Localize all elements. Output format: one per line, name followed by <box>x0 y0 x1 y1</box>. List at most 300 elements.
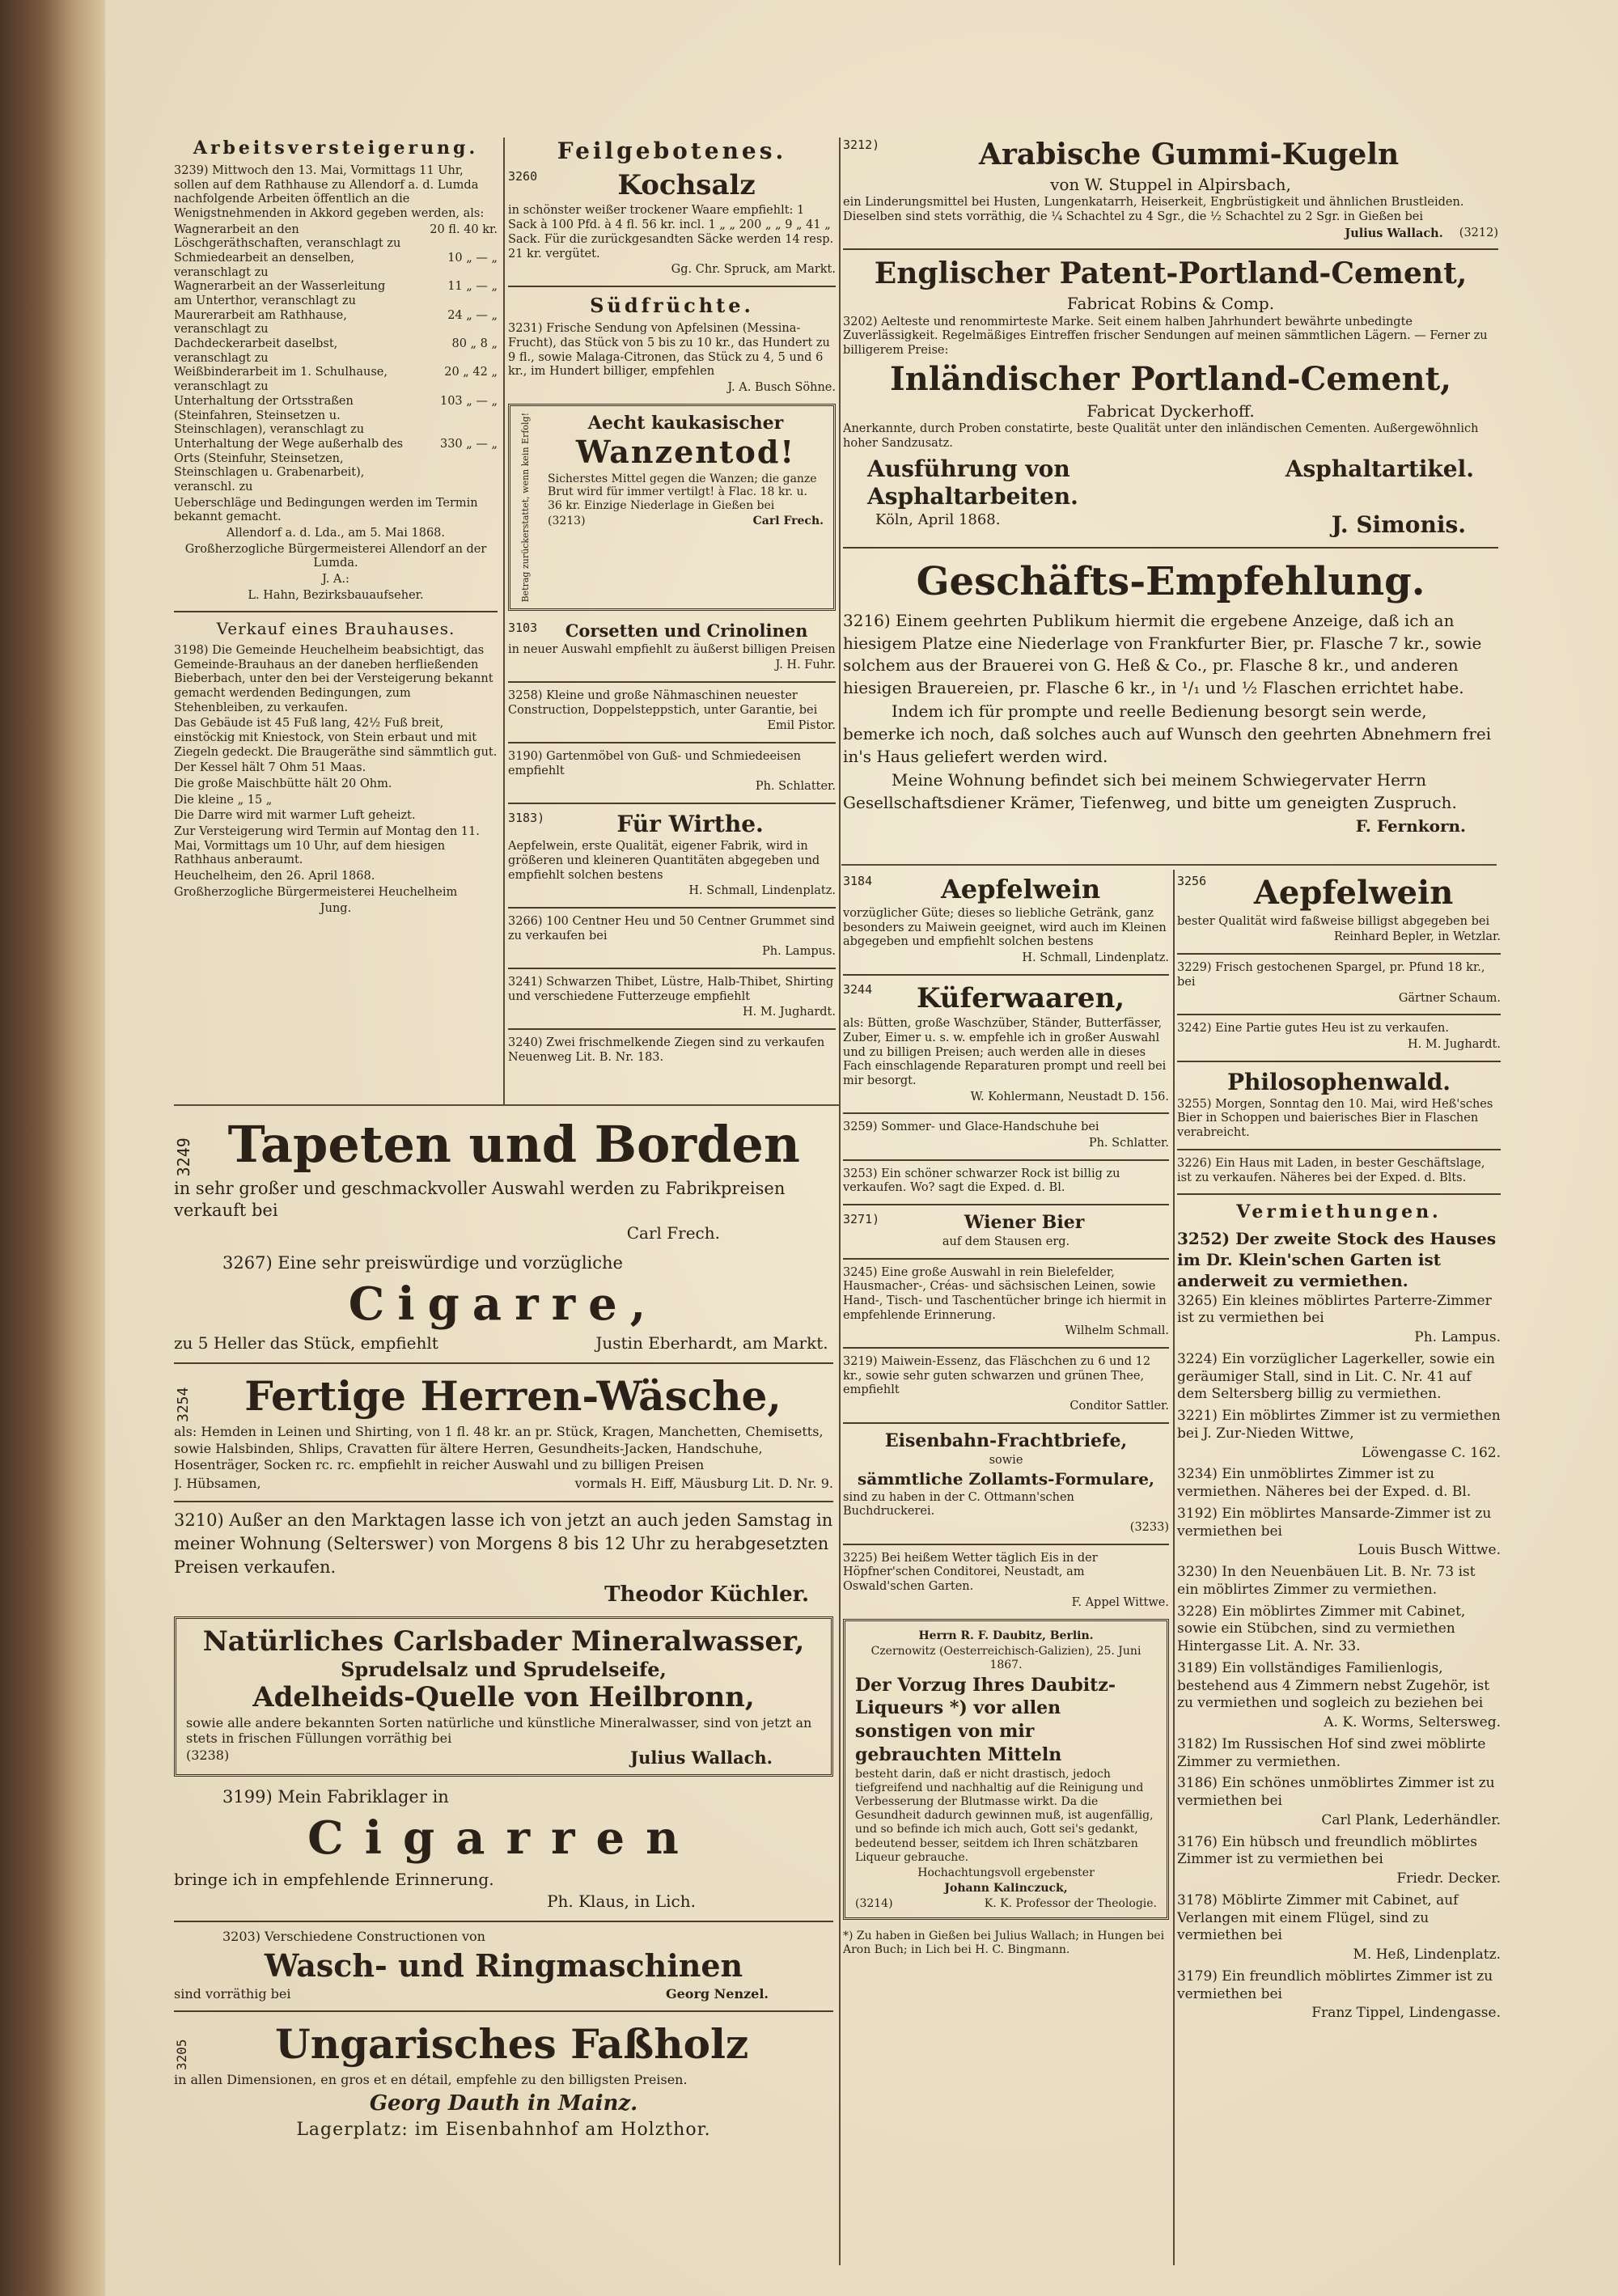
ad-suedfruechte <box>508 294 836 396</box>
ad-heading: Herrn R. F. Daubitz, Berlin. <box>918 1629 1094 1642</box>
ad-heading: Cigarren <box>307 1811 700 1866</box>
divider <box>174 1921 833 1922</box>
ad-signature: Theodor Küchler. <box>604 1582 809 1607</box>
rental-text: 3230) In den Neuenbäuen Lit. B. Nr. 73 ist ein möblirtes Zimmer zu vermiethen. <box>1177 1564 1476 1598</box>
ad-text: 3240) Zwei frischmelkende Ziegen sind zu verkaufen Neuenweg Lit. B. Nr. 183. <box>508 1036 825 1064</box>
ad-heading: Cigarre, <box>348 1277 659 1331</box>
ad-signature: W. Kohlermann, Neustadt D. 156. <box>970 1090 1169 1104</box>
ad-fuer-wirthe <box>508 811 836 899</box>
ad-footer <box>174 1986 833 2002</box>
ad-signature: Wilhelm Schmall. <box>1065 1324 1169 1338</box>
ad-text: Indem ich für prompte und reelle Bedienung besorgt sein werde, bemerke ich noch, daß solches auch auf Wunsch den geehrten Abnehmern frei in's Haus geliefert werden wird. <box>843 701 1492 766</box>
ad-heading: Philosophenwald. <box>1226 1068 1451 1095</box>
rental-item <box>1177 1466 1501 1502</box>
rental-signature: Ph. Lampus. <box>1414 1329 1501 1346</box>
ad-footer <box>186 1747 821 1768</box>
ad-heading: Geschäfts-Empfehlung. <box>916 558 1425 604</box>
divider <box>843 1159 1169 1161</box>
cost-value: 24 „ — „ <box>447 308 498 322</box>
ad-heading: Wasch- und Ringmaschinen <box>264 1947 743 1985</box>
ad-corsetten <box>508 621 836 673</box>
ad-title: Arbeitsversteigerung. <box>193 138 479 159</box>
cost-label: Wagnerarbeit an der Wasserleitung am Unterthor, veranschlagt zu <box>174 280 386 308</box>
ad-daubitz <box>843 1619 1169 1920</box>
ad-text: vorzüglicher Güte; dieses so liebliche Getränk, ganz besonders zu Maiwein geeignet, wird auch im Kleinen abgegeben und empfiehlt solchen bestens <box>843 907 1167 949</box>
ad-rock <box>843 1167 1169 1196</box>
ad-subheading: Sprudelsalz und Sprudelseife, <box>341 1658 667 1682</box>
rental-item <box>1177 1968 1501 2023</box>
ad-heading: Fertige Herren-Wäsche, <box>244 1371 781 1420</box>
ad-text: 3199) Mein Fabriklager in <box>222 1787 449 1807</box>
book-binding <box>0 0 105 2296</box>
ad-text: 3255) Morgen, Sonntag den 10. Mai, wird Heß'sches Bier in Schoppen und baierisches Bier in Flaschen verabreicht. <box>1177 1097 1493 1140</box>
ad-shop: J. Hübsamen, <box>174 1476 261 1492</box>
ad-heu-jughardt <box>1177 1022 1501 1052</box>
divider <box>508 286 836 287</box>
ad-number: 3184 <box>843 874 873 888</box>
ad-ziegen <box>508 1036 836 1065</box>
divider <box>508 1028 836 1030</box>
ad-heading-row <box>843 1212 1169 1234</box>
column-rule <box>1173 870 1175 2265</box>
rental-signature: Louis Busch Wittwe. <box>1358 1542 1501 1559</box>
cost-row <box>174 309 498 337</box>
ad-text: 3245) Eine große Auswahl in rein Bielefelder, Hausmacher-, Créas- und sächsischen Leinen, sowie Hand-, Tisch- und Taschentücher bringe ich hiermit in empfehlende Erinnerung. <box>843 1265 1167 1322</box>
ad-text: sind zu haben in der C. Ottmann'schen Buchdruckerei. <box>843 1490 1074 1519</box>
ad-herren-waesche <box>174 1370 833 1493</box>
ad-text: Anerkannte, durch Proben constatirte, beste Qualität unter den inländischen Cementen. Außergewöhnlich hoher Sandzusatz. <box>843 421 1479 450</box>
ad-heading-row <box>843 874 1169 905</box>
ad-text: 3210) Außer an den Marktagen lasse ich von jetzt an auch jeden Samstag in meiner Wohnung (Selterswег) von Morgens 8 bis 12 Uhr zu herabgesetzten Preisen verkaufen. <box>174 1510 833 1578</box>
rental-text: 3192) Ein möblirtes Mansarde-Zimmer ist zu vermiethen bei <box>1177 1505 1492 1540</box>
ad-number: 3271) <box>843 1212 880 1227</box>
ad-date: Heuchelheim, den 26. April 1868. <box>174 870 375 883</box>
ad-side-note: Betrag zurückerstattet, wenn kein Erfolg! <box>520 412 531 603</box>
ad-number: (3213) <box>548 514 586 527</box>
ad-portland-cement <box>843 256 1498 538</box>
divider <box>843 1204 1169 1205</box>
divider <box>843 248 1498 250</box>
ad-signature: Ph. Klaus, in Lich. <box>547 1891 696 1912</box>
ad-subheading: Fabricat Dyckerhoff. <box>1086 400 1255 421</box>
divider <box>843 1258 1169 1260</box>
ad-signature: vormals H. Eiff, Mäusburg Lit. D. Nr. 9. <box>574 1476 833 1492</box>
ad-signature: H. Schmall, Lindenplatz. <box>1022 951 1169 965</box>
cost-value: 11 „ — „ <box>447 280 498 294</box>
horizontal-rule <box>174 1104 839 1106</box>
ad-maiwein-essenz <box>843 1355 1169 1414</box>
ad-text: 3190) Gartenmöbel von Guß- und Schmiedeeisen empfiehlt <box>508 750 802 777</box>
rental-signature: Carl Plank, Lederhändler. <box>1321 1811 1501 1828</box>
divider <box>174 1362 833 1364</box>
ad-text: 3225) Bei heißem Wetter täglich Eis in der Höpfner'schen Conditorei, Neustadt, am Oswald'schen Garten. <box>843 1551 1098 1594</box>
divider <box>843 1347 1169 1349</box>
ad-number: 3260 <box>508 169 538 184</box>
ad-gummi-kugeln <box>843 138 1498 240</box>
ad-signature: F. Fernkorn. <box>1355 816 1466 837</box>
ad-heading: sämmtliche Zollamts-Formulare, <box>858 1469 1154 1489</box>
divider <box>508 742 836 743</box>
ad-tapeten <box>174 1112 833 1244</box>
rental-text: 3221) Ein möblirtes Zimmer ist zu vermiethen bei J. Zur-Nieden Wittwe, <box>1177 1408 1501 1442</box>
ad-text: sowie alle andere bekannten Sorten natürliche und künstliche Mineralwasser, sind von jetzt an stets in frischen Füllungen vorräthig bei <box>186 1715 812 1747</box>
rental-signature: Löwengasse C. 162. <box>1361 1444 1501 1461</box>
cost-row <box>174 252 498 280</box>
divider <box>1177 1061 1501 1062</box>
ad-footer <box>174 1476 833 1492</box>
cost-label: Weißbinderarbeit im 1. Schulhause, veranschlagt zu <box>174 366 388 394</box>
ad-text: 3219) Maiwein-Essenz, das Fläschchen zu 6 und 12 kr., sowie sehr guten schwarzen und grünen Thee, empfiehlt <box>843 1355 1151 1397</box>
ad-text: Lagerplatz: im Eisenbahnhof am Holzthor. <box>296 2120 711 2141</box>
ad-signature: Ph. Schlatter. <box>1088 1137 1169 1150</box>
cost-row <box>174 438 498 495</box>
ad-text: Sicherstes Mittel gegen die Wanzen; die ganze Brut wird für immer vertilgt! à Flac. 18 kr. u. 36 kr. Einzige Niederlage in Gießen bei <box>548 472 817 513</box>
ad-heading: Adelheids-Quelle von Heilbronn, <box>252 1681 755 1714</box>
ad-number: 3212) <box>843 138 880 152</box>
ad-number: 3103 <box>508 621 538 636</box>
ad-text: 3239) Mittwoch den 13. Mai, Vormittags 11 Uhr, sollen auf dem Rathhause zu Allendorf a. d. Lumda nachfolgende Arbeiten öffentlich an die Wenigstnehmenden in Akkord gegeben werden, als: <box>174 163 485 220</box>
ad-signature: H. M. Jughardt. <box>743 1006 836 1019</box>
ad-text: Die Darre wird mit warmer Luft geheizt. <box>174 809 416 823</box>
ad-signature: J. H. Fuhr. <box>775 659 836 672</box>
ad-signature: Johann Kalinczuck, <box>944 1881 1068 1895</box>
ad-signature: H. Schmall, Lindenplatz. <box>688 884 836 898</box>
cost-value: 10 „ — „ <box>447 251 498 265</box>
ad-heading-row <box>1177 874 1501 913</box>
ad-title: Verkauf eines Brauhauses. <box>216 619 455 639</box>
ad-brauhaus <box>174 619 498 916</box>
rental-item <box>1177 1564 1501 1599</box>
column-left <box>174 138 498 1100</box>
ad-text: 3231) Frische Sendung von Apfelsinen (Messina-Frucht), das Stück von 5 bis zu 10 kr., das Hundert zu 9 fl., sowie Malaga-Citronen, das Stück zu 4, 5 und 6 kr., im Hundert billiger, empfehlen <box>508 322 830 379</box>
ad-handschuhe <box>843 1120 1169 1150</box>
ad-text: auf dem Stausen erg. <box>942 1235 1070 1248</box>
cost-row <box>174 366 498 394</box>
ad-heading: Eisenbahn-Frachtbriefe, <box>884 1430 1128 1451</box>
rental-text: 3179) Ein freundlich möblirtes Zimmer ist zu vermiethen bei <box>1177 1968 1493 2002</box>
ad-signature: Georg Nenzel. <box>665 1985 769 2002</box>
rental-text: 3224) Ein vorzüglicher Lagerkeller, sowie ein geräumiger Stall, sind in Lit. C. Nr. 41 auf dem Seltersberg billig zu vermiethen. <box>1177 1350 1495 1403</box>
ad-heading: Südfrüchte. <box>590 293 754 317</box>
ad-signature: Gg. Chr. Spruck, am Markt. <box>671 263 836 277</box>
ad-kochsalz <box>508 169 836 277</box>
ad-signature: Gärtner Schaum. <box>1398 991 1501 1005</box>
divider <box>1177 1193 1501 1195</box>
ad-text: in sehr großer und geschmackvoller Auswahl werden zu Fabrikpreisen verkauft bei <box>174 1179 786 1221</box>
ad-text: besteht darin, daß er nicht drastisch, jedoch tiefgreifend und nachhaltig auf die Reinigung und Verbesserung der Blutmasse wirkt. Da die Gesundheit dadurch gewinnen muß, ist augenfällig, und so befinde ich mich auch, Gott sei's gedankt, bedeutend besser, seitdem ich Ihren schätzbaren Liqueur gebrauche. <box>855 1768 1154 1864</box>
ad-text: bester Qualität wird faßweise billigst abgegeben bei <box>1177 914 1490 928</box>
ad-signature: Justin Eberhardt, am Markt. <box>595 1333 828 1353</box>
cost-value: 80 „ 8 „ <box>451 337 498 351</box>
ad-number: 3244 <box>843 981 873 997</box>
cost-value: 20 „ 42 „ <box>444 366 498 379</box>
ad-signature: Conditor Sattler. <box>1069 1400 1169 1413</box>
ad-place: Czernowitz (Oesterreichisch-Galizien), 25. Juni 1867. <box>870 1644 1141 1671</box>
ad-text: sowie <box>989 1453 1023 1467</box>
ad-bielefelder <box>843 1266 1169 1339</box>
divider <box>843 547 1498 549</box>
ad-number: 3254 <box>175 1387 192 1422</box>
rental-signature: Franz Tippel, Lindengasse. <box>1311 2005 1501 2022</box>
divider <box>508 907 836 909</box>
ad-heading: Aepfelwein <box>940 874 1101 904</box>
ad-text: 3266) 100 Centner Heu und 50 Centner Grummet sind zu verkaufen bei <box>508 915 835 943</box>
ad-text: 3226) Ein Haus mit Laden, in bester Geschäftslage, ist zu verkaufen. Näheres bei der Exped. d. Blts. <box>1177 1156 1485 1184</box>
ad-signature: Carl Frech. <box>626 1223 720 1243</box>
divider <box>174 2010 833 2012</box>
ad-footer <box>174 1333 833 1354</box>
column-middle <box>508 138 836 1100</box>
ad-heading: Tapeten und Borden <box>227 1115 800 1174</box>
rental-text: 3178) Möblirte Zimmer mit Cabinet, auf Verlangen mit einem Flügel, sind zu vermiethen bei <box>1177 1891 1459 1944</box>
ad-heading: Englischer Patent-Portland-Cement, <box>874 256 1468 291</box>
ad-text: Die große Maischbütte hält 20 Ohm. <box>174 777 392 791</box>
rental-text: 3234) Ein unmöblirtes Zimmer ist zu vermiethen. Näheres bei der Exped. d. Bl. <box>1177 1466 1472 1501</box>
rental-list <box>1177 1293 1501 2023</box>
column-third <box>843 874 1169 2265</box>
divider <box>1177 953 1501 955</box>
rental-item <box>1177 1603 1501 1656</box>
ad-wiener-bier <box>843 1212 1169 1250</box>
ad-text: als: Hemden in Leinen und Shirting, von 1 fl. 48 kr. an pr. Stück, Kragen, Manchetten, Chemisetts, sowie Halsbinden, Shlips, Cravatten für ältere Herren, Gesundheits-Jacken, Handschuhe, Hosenträger, Socken rc. rc. empfiehlt in reicher Auswahl und zu billigen Preisen <box>174 1423 824 1473</box>
ad-signature: F. Appel Wittwe. <box>1071 1595 1169 1609</box>
ad-office: Großherzogliche Bürgermeisterei Allendorf an der Lumda. <box>184 542 487 570</box>
ad-footer <box>855 1897 1157 1911</box>
ad-text: 3259) Sommer- und Glace-Handschuhe bei <box>843 1120 1099 1134</box>
ad-frachtbriefe <box>843 1430 1169 1536</box>
ad-heading: Küferwaaren, <box>917 981 1125 1015</box>
ad-byline: von W. Stuppel in Alpirsbach, <box>1050 174 1291 194</box>
divider <box>174 611 498 612</box>
ad-text: Das Gebäude ist 45 Fuß lang, 42½ Fuß breit, einstöckig mit Kniestock, von Stein erbaut und mit Ziegeln gedeckt. Die Braugeräthe sind sämmtlich gut. <box>174 717 498 759</box>
ad-thibet <box>508 976 836 1020</box>
rental-text: 3189) Ein vollständiges Familienlogis, bestehend aus 4 Zimmern nebst Zugehör, ist zu vermiethen und sogleich zu beziehen bei <box>1177 1659 1490 1712</box>
ad-haus <box>1177 1157 1501 1185</box>
ad-subheading: Fabricat Robins & Comp. <box>1066 294 1275 314</box>
ad-office: Großherzogliche Bürgermeisterei Heuchelheim <box>174 885 458 899</box>
ad-heading-row <box>174 2019 833 2070</box>
divider <box>843 1112 1169 1114</box>
ad-heading: Ausführung von Asphaltarbeiten. <box>867 455 1078 510</box>
ad-greeting: Hochachtungsvoll ergebenster <box>917 1866 1095 1879</box>
ad-gartenmoebel <box>508 750 836 794</box>
rental-item <box>1177 1506 1501 1560</box>
ad-number: 3205 <box>174 2039 189 2071</box>
ad-signature: Georg Dauth in Mainz. <box>369 2091 638 2116</box>
ad-heading: Wanzentod! <box>575 434 796 470</box>
ad-signature: Reinhard Bepler, in Wetzlar. <box>1333 930 1501 944</box>
ad-heading: Asphaltartikel. <box>1285 455 1474 483</box>
ad-footnote: *) Zu haben in Gießen bei Julius Wallach; in Hungen bei Aron Buch; in Lich bei H. C. Bingmann. <box>843 1929 1165 1957</box>
ad-signature: Julius Wallach. <box>1345 226 1443 240</box>
ad-number: (3238) <box>186 1747 230 1764</box>
ad-signature: J. Simonis. <box>1331 510 1466 538</box>
divider <box>508 681 836 683</box>
ad-text: bringe ich in empfehlende Erinnerung. <box>174 1869 494 1889</box>
ad-heading: Arabische Gummi-Kugeln <box>978 138 1400 172</box>
rental-item <box>1177 1660 1501 1732</box>
cost-row <box>174 223 498 252</box>
ad-klaus <box>174 1786 833 1913</box>
ad-heading: Aecht kaukasischer <box>587 412 784 434</box>
ad-kueferwaaren <box>843 982 1169 1105</box>
ad-text: 3242) Eine Partie gutes Heu ist zu verkaufen. <box>1177 1022 1449 1036</box>
ad-closing: Ueberschläge und Bedingungen werden im Termin bekannt gemacht. <box>174 496 478 524</box>
ad-heading: Für Wirthe. <box>616 811 764 838</box>
divider <box>843 1544 1169 1545</box>
rental-item <box>1177 1351 1501 1404</box>
ad-number: 3256 <box>1177 874 1207 888</box>
rental-signature: A. K. Worms, Seltersweg. <box>1324 1714 1501 1731</box>
ad-date: Köln, April 1868. <box>875 510 1001 528</box>
cost-label: Wagnerarbeit an den Löschgeräthschaften, veranschlagt zu <box>174 222 401 251</box>
ad-signature: H. M. Jughardt. <box>1408 1037 1501 1051</box>
divider <box>174 1501 833 1502</box>
ad-philosophenwald <box>1177 1069 1501 1141</box>
section-vermiethungen <box>1177 1201 1501 2023</box>
column-right-top <box>843 138 1498 866</box>
ad-eis <box>843 1552 1169 1611</box>
rental-item <box>1177 1775 1501 1829</box>
ad-heading-row <box>843 138 1498 173</box>
ad-number: (3212) <box>1459 226 1498 239</box>
ad-text: 3202) Aelteste und renommirteste Marke. Seit einem halben Jahrhundert bewährte unbedingte Zuverlässigkeit. Regelmäßiges Eintreffen frischer Sendungen auf meinen sämmtlichen Lägern. — Ferner zu billigerem Preise: <box>843 315 1488 358</box>
rental-text: 3186) Ein schönes unmöblirtes Zimmer ist zu vermiethen bei <box>1177 1775 1495 1810</box>
ad-text: ein Linderungsmittel bei Husten, Lungenkatarrh, Heiserkeit, Engbrüstigkeit und ähnlichen Brustleiden. Dieselben sind stets vorräthig, die ¼ Schachtel zu 4 Sgr., die ½ Schachtel zu 2 Sgr. in Gießen bei <box>843 196 1464 223</box>
ad-text: Die kleine „ 15 „ <box>174 793 273 807</box>
rental-text: 3265) Ein kleines möblirtes Parterre-Zimmer ist zu vermiethen bei <box>1177 1292 1492 1327</box>
ad-signature: Jung. <box>320 901 352 915</box>
cost-row <box>174 280 498 308</box>
ad-arbeitsversteigerung <box>174 138 498 603</box>
ad-text: Meine Wohnung befindet sich bei meinem Schwiegervater Herrn Gesellschaftsdiener Krämer, Tiefenweg, und bitte um geneigten Zuspruch. <box>843 770 1457 812</box>
ad-kuechler <box>174 1509 833 1608</box>
ad-number: 3249 <box>174 1137 193 1177</box>
ad-signature: L. Hahn, Bezirksbauaufseher. <box>248 588 424 602</box>
ad-text: 3229) Frisch gestochenen Spargel, pr. Pfund 18 kr., bei <box>1177 961 1485 989</box>
column-fourth <box>1177 874 1501 2265</box>
rental-item <box>1177 1293 1501 1347</box>
ad-heading-row <box>174 1112 833 1176</box>
ad-text: Zur Versteigerung wird Termin auf Montag den 11. Mai, Vormittags um 10 Uhr, auf dem hiesigen Rathhaus anberaumt. <box>174 825 480 867</box>
ad-heading: Natürliches Carlsbader Mineralwasser, <box>202 1625 805 1658</box>
column-left-lower <box>174 1112 833 2269</box>
ad-footer <box>843 511 1498 539</box>
ad-heading: Corsetten und Crinolinen <box>565 621 808 642</box>
rental-text: 3182) Im Russischen Hof sind zwei möblirte Zimmer zu vermiethen. <box>1177 1735 1486 1770</box>
divider <box>508 803 836 804</box>
ad-heading-row <box>508 169 836 202</box>
rental-text: 3176) Ein hübsch und freundlich möblirtes Zimmer ist zu vermiethen bei <box>1177 1833 1477 1868</box>
cost-label: Maurerarbeit am Rathhause, veranschlagt zu <box>174 308 347 337</box>
ad-signature: Carl Frech. <box>752 514 824 527</box>
column-rule <box>839 138 841 2265</box>
ad-footer <box>548 515 824 528</box>
ad-ia: J. A.: <box>322 573 349 587</box>
ad-highlight: Der Vorzug Ihres Daubitz-Liqueurs *) vor allen sonstigen von mir gebrauchten Mitteln <box>855 1674 1116 1765</box>
ad-highlight: 3252) Der zweite Stock des Hauses im Dr. Klein'schen Garten ist anderweit zu vermiethen. <box>1177 1228 1497 1290</box>
ad-footer <box>843 227 1498 241</box>
rental-item <box>1177 1834 1501 1888</box>
ad-text: in neuer Auswahl empfiehlt zu äußerst billigen Preisen <box>508 642 836 656</box>
ad-number: 3183) <box>508 811 545 826</box>
ad-text: 3203) Verschiedene Constructionen von <box>222 1928 485 1944</box>
ad-text: Der Kessel hält 7 Ohm 51 Maas. <box>174 761 366 775</box>
ad-wanzentod <box>508 404 836 611</box>
cost-label: Unterhaltung der Wege außerhalb des Orts (Steinfuhr, Steinsetzen, Steinschlagen u. Grabenarbeit), veranschl. zu <box>174 437 404 494</box>
ad-heading: Kochsalz <box>617 169 756 201</box>
divider <box>1177 1014 1501 1015</box>
rental-item <box>1177 1892 1501 1964</box>
ad-text: zu 5 Heller das Stück, empfiehlt <box>174 1333 438 1353</box>
ad-heading-row <box>508 811 836 838</box>
ad-text: 3258) Kleine und große Nähmaschinen neuester Construction, Doppelsteppstich, unter Garantie, bei <box>508 689 818 717</box>
ad-asphalt-row <box>843 452 1498 510</box>
ad-heu <box>508 915 836 959</box>
cost-label: Dachdeckerarbeit daselbst, veranschlagt zu <box>174 337 338 365</box>
ad-text: 3253) Ein schöner schwarzer Rock ist billig zu verkaufen. Wo? sagt die Exped. d. Bl. <box>843 1167 1120 1195</box>
ad-geschaefts-empfehlung <box>843 555 1498 838</box>
rental-item <box>1177 1736 1501 1772</box>
ad-signature: Julius Wallach. <box>630 1747 773 1769</box>
ad-text: 3267) Eine sehr preiswürdige und vorzügliche <box>222 1252 623 1273</box>
ad-signature: Ph. Schlatter. <box>755 780 836 794</box>
rental-item <box>1177 1408 1501 1462</box>
column-rule <box>503 138 505 1104</box>
ad-heading: Inländischer Portland-Cement, <box>889 359 1452 398</box>
ad-signature: J. A. Busch Söhne. <box>727 380 836 394</box>
ad-aepfelwein-schmall <box>843 874 1169 966</box>
cost-value: 330 „ — „ <box>439 437 498 451</box>
cost-label: Unterhaltung der Ortsstraßen (Steinfahren, Steinsetzen u. Steinschlagen), veranschlagt zu <box>174 394 365 437</box>
rental-text: 3228) Ein möblirtes Zimmer mit Cabinet, sowie ein Stübchen, sind zu vermiethen Hintergasse Lit. A. Nr. 33. <box>1177 1603 1466 1655</box>
divider <box>1177 1149 1501 1150</box>
ad-text: in schönster weißer trockener Waare empfiehlt: 1 Sack à 100 Pfd. à 4 fl. 56 kr. incl. 1 „ „ 200 „ „ 9 „ 41 „ Sack. Für die zurückgesandten Säcke werden 14 resp. 21 kr. vergütet. <box>508 204 834 261</box>
cost-label: Schmiedearbeit an denselben, veranschlagt zu <box>174 251 355 279</box>
ad-heading: Ungarisches Faßholz <box>275 2020 749 2069</box>
cost-value: 103 „ — „ <box>439 394 498 408</box>
cost-row <box>174 337 498 366</box>
ad-cigarre <box>174 1252 833 1354</box>
cost-row <box>174 395 498 438</box>
ad-text: in allen Dimensionen, en gros et en détail, empfehle zu den billigsten Preisen. <box>174 2072 688 2088</box>
ad-waschmaschinen <box>174 1929 833 2003</box>
ad-aepfelwein-bepler <box>1177 874 1501 945</box>
ad-signature: Ph. Lampus. <box>761 945 836 959</box>
cost-value: 20 fl. 40 kr. <box>430 222 498 236</box>
ad-text: sind vorräthig bei <box>174 1985 291 2002</box>
ad-text: als: Bütten, große Waschzüber, Ständer, Butterfässer, Zuber, Eimer u. s. w. empfehle ich in großer Auswahl und zu billigen Preisen; auch werden alle in dieses Fach einschlagende Reparaturen prompt und reell bei mir besorgt. <box>843 1017 1167 1087</box>
ad-text: 3241) Schwarzen Thibet, Lüstre, Halb-Thibet, Shirting und verschiedene Futterzeuge empfiehlt <box>508 976 834 1003</box>
rental-signature: M. Heß, Lindenplatz. <box>1353 1947 1501 1963</box>
ad-fassholz <box>174 2019 833 2141</box>
ad-heading-row <box>174 1370 833 1422</box>
ad-carlsbader <box>174 1616 833 1777</box>
ad-text: 3198) Die Gemeinde Heuchelheim beabsichtigt, das Gemeinde-Brauhaus an der daneben herfließenden Bieberbach, unter den bei der Versteigerung bekannt gemacht werdenden Bedingungen, zum Stehenbleiben, zu verkaufen. <box>174 643 493 714</box>
divider <box>508 968 836 969</box>
ad-spargel <box>1177 961 1501 1006</box>
ad-heading-row <box>508 621 836 642</box>
ad-date: Allendorf a. d. Lda., am 5. Mai 1868. <box>226 527 446 540</box>
rental-signature: Friedr. Decker. <box>1396 1870 1501 1887</box>
ad-signature: Emil Pistor. <box>767 719 836 733</box>
ad-number: (3233) <box>1129 1521 1169 1535</box>
ad-heading: Aepfelwein <box>1253 874 1454 912</box>
divider <box>843 974 1169 976</box>
ad-text: 3216) Einem geehrten Publikum hiermit die ergebene Anzeige, daß ich an hiesigem Platze eine Niederlage von Frankfurter Bier, pr. Flasche 7 kr., sowie solchem aus der Brauerei von G. Heß & Co., pr. Flasche 8 kr., und anderen hiesigen Brauereien, pr. Flasche 6 kr., in ¹/₁ und ½ Flaschen errichtet habe. <box>843 610 1482 697</box>
section-title: Feilgebotenes. <box>557 138 787 164</box>
ad-naehmaschinen <box>508 689 836 734</box>
